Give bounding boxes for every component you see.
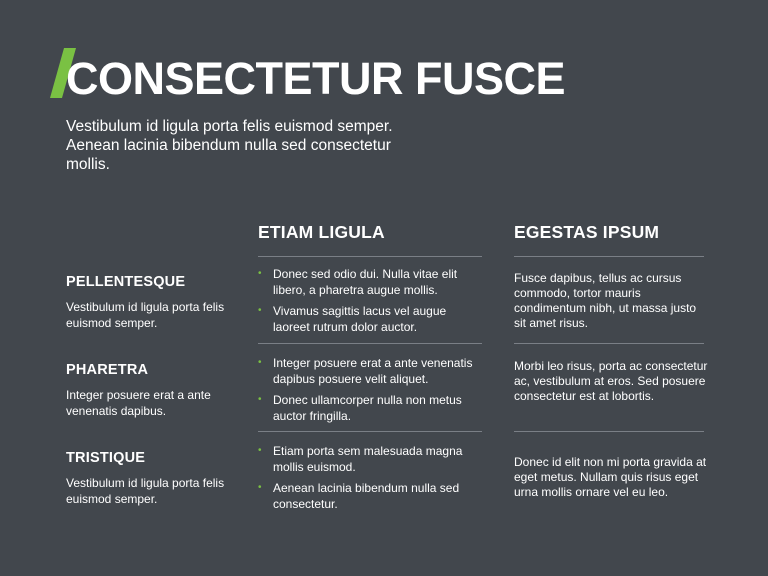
list-item-text: Donec ullamcorper nulla non metus auctor fringilla. xyxy=(273,393,462,423)
divider-bullets-row2 xyxy=(258,431,482,432)
list-item xyxy=(258,480,483,512)
bullet-list xyxy=(258,266,483,340)
page-title: CONSECTETUR FUSCE xyxy=(66,53,566,104)
divider-text-top xyxy=(514,256,704,257)
row-text: Fusce dapibus, tellus ac cursus commodo, tortor mauris condimentum nibh, ut massa justo sit amet risus. xyxy=(514,271,697,330)
row-text: Donec id elit non mi porta gravida at eget metus. Nullam quis risus eget urna mollis ornare vel eu leo. xyxy=(514,455,707,499)
bullet-list xyxy=(258,355,483,429)
column-heading-text: EGESTAS IPSUM xyxy=(514,222,660,242)
column-heading-bullets: ETIAM LIGULA xyxy=(258,222,385,242)
row-heading: TRISTIQUE xyxy=(66,450,146,466)
row-label-pharetra xyxy=(66,362,236,419)
row-description: Integer posuere erat a ante venenatis dapibus. xyxy=(66,388,211,418)
bullet-dot-icon: • xyxy=(258,445,262,456)
divider-bullets-row1 xyxy=(258,343,482,344)
list-item-text: Donec sed odio dui. Nulla vitae elit libero, a pharetra augue mollis. xyxy=(273,267,458,297)
divider-text-row2 xyxy=(514,431,704,432)
row-heading: PHARETRA xyxy=(66,362,149,378)
row-label-tristique xyxy=(66,450,236,507)
list-item xyxy=(258,355,483,387)
bullet-dot-icon: • xyxy=(258,357,262,368)
list-item xyxy=(258,392,483,424)
list-item xyxy=(258,266,483,298)
list-item-text: Vivamus sagittis lacus vel augue laoreet rutrum dolor auctor. xyxy=(273,304,447,334)
list-item xyxy=(258,443,483,475)
divider-text-row1 xyxy=(514,343,704,344)
row-text: Morbi leo risus, porta ac consectetur ac, vestibulum at eros. Sed posuere consectetur est at lobortis. xyxy=(514,359,708,403)
list-item-text: Aenean lacinia bibendum nulla sed consectetur. xyxy=(273,481,460,511)
row-description: Vestibulum id ligula porta felis euismod semper. xyxy=(66,476,225,506)
row-label-pellentesque xyxy=(66,274,236,331)
page-subtitle: Vestibulum id ligula porta felis euismod semper. Aenean lacinia bibendum nulla sed consectetur mollis. xyxy=(66,118,393,173)
row-heading: PELLENTESQUE xyxy=(66,274,186,290)
list-item xyxy=(258,303,483,335)
list-item-text: Integer posuere erat a ante venenatis dapibus posuere velit aliquet. xyxy=(273,356,473,386)
bullet-list xyxy=(258,443,483,517)
bullet-dot-icon: • xyxy=(258,268,262,279)
bullet-dot-icon: • xyxy=(258,482,262,493)
divider-bullets-top xyxy=(258,256,482,257)
bullet-dot-icon: • xyxy=(258,305,262,316)
row-description: Vestibulum id ligula porta felis euismod semper. xyxy=(66,300,225,330)
bullet-dot-icon: • xyxy=(258,394,262,405)
list-item-text: Etiam porta sem malesuada magna mollis euismod. xyxy=(273,444,463,474)
